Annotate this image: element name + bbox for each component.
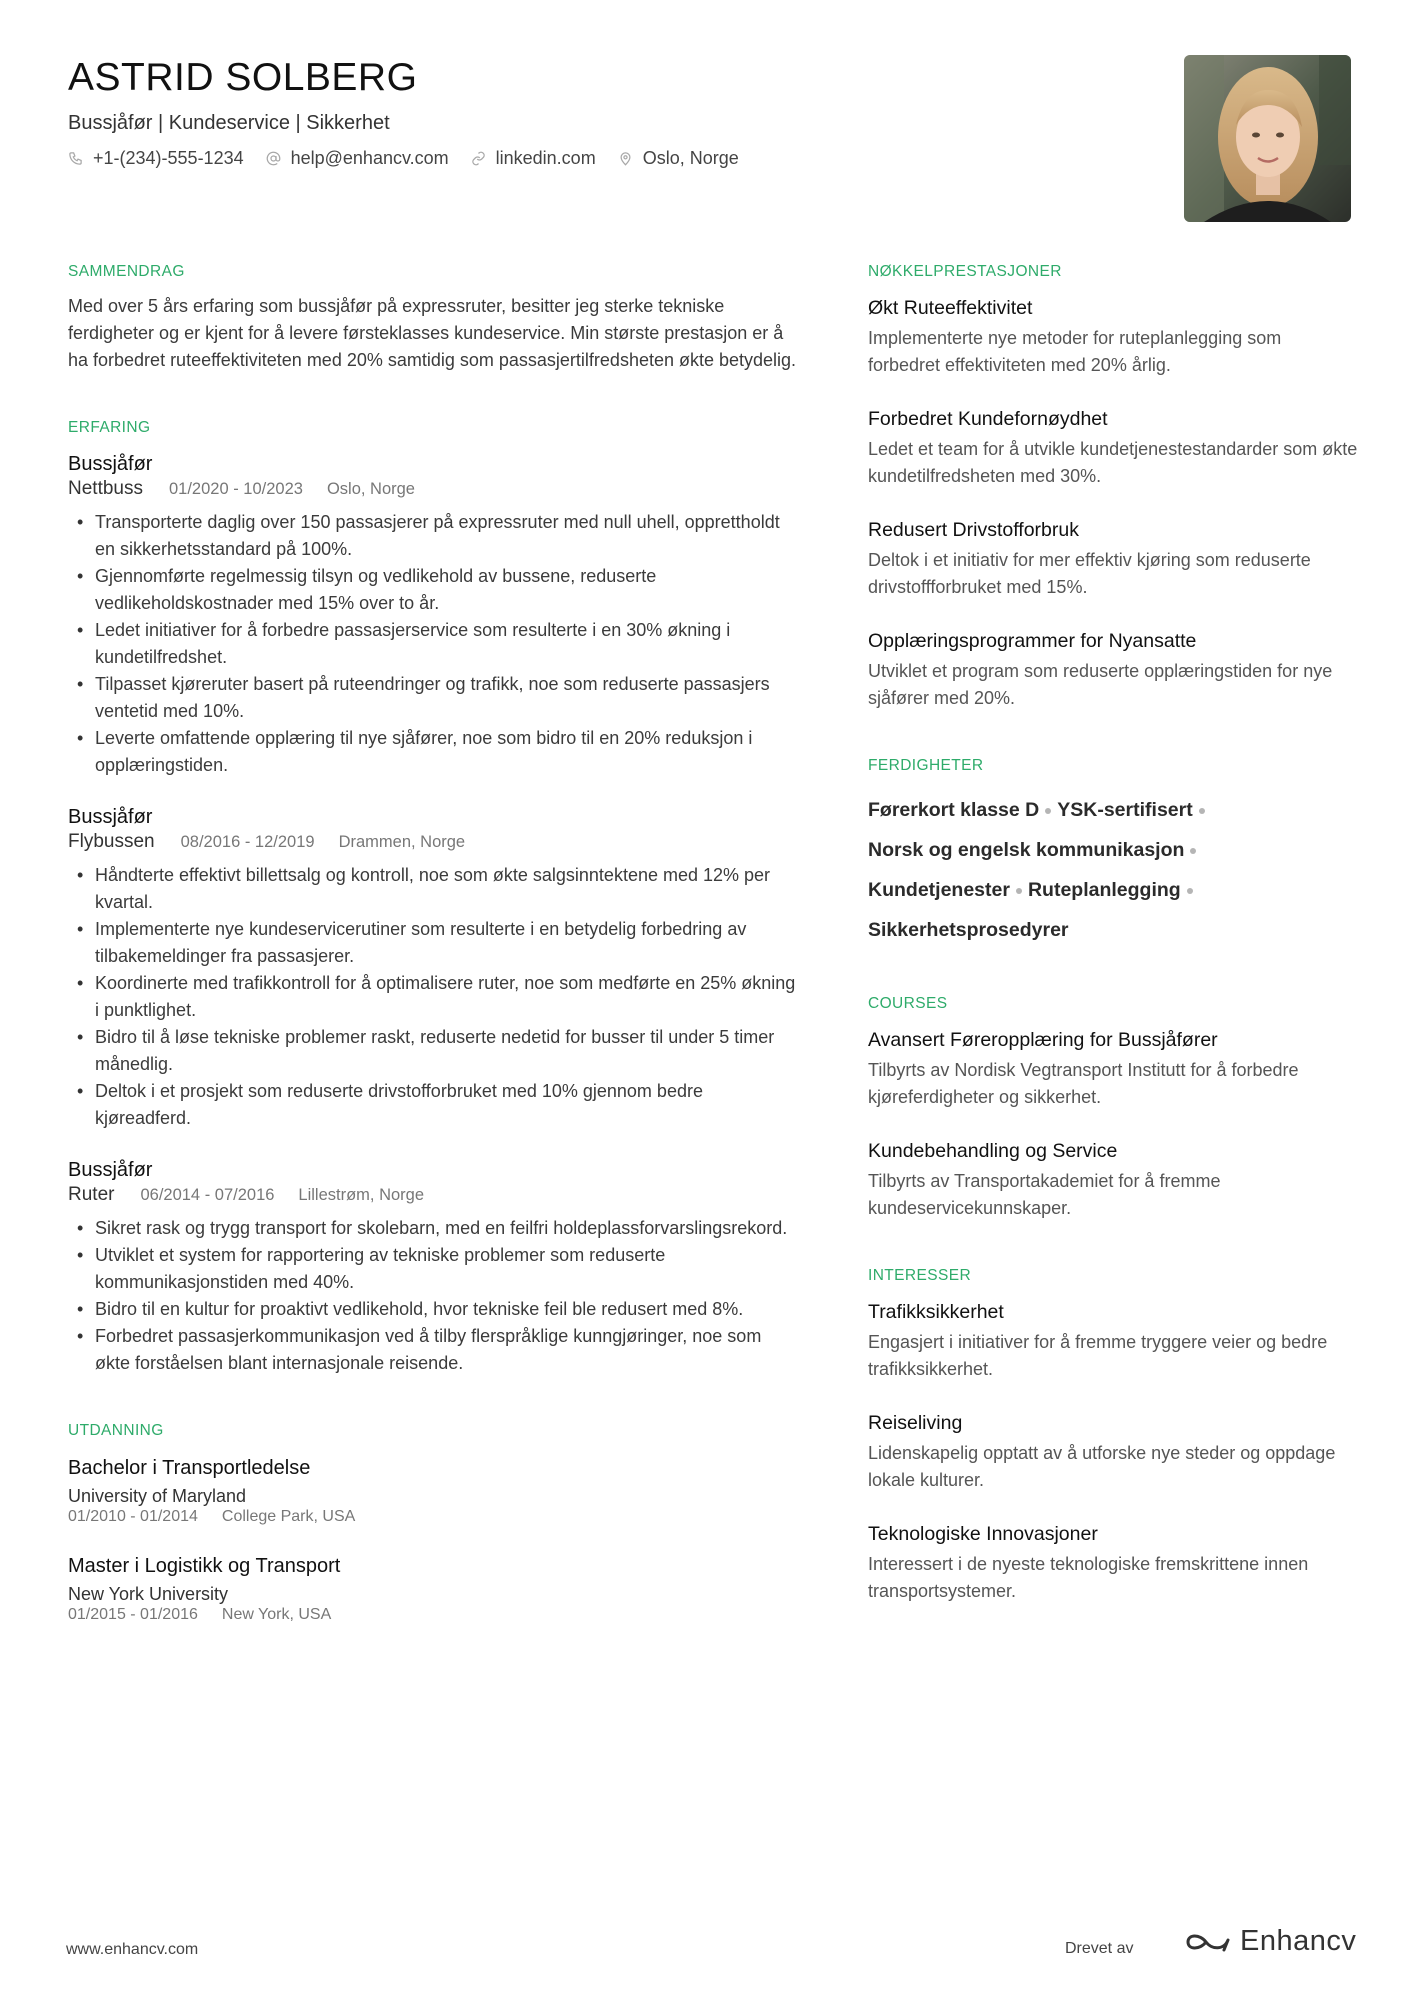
job-bullet: • Implementerte nye kundeservicerutiner som resulterte i en betydelig forbedring av tilbakemeldinger fra passasjerer.: [68, 916, 798, 970]
job-dates: 01/2020 - 10/2023: [168, 480, 303, 498]
job-bullet: • Håndterte effektivt billettsalg og kontroll, noe som økte salgsinntektene med 12% per kvartal.: [68, 862, 798, 916]
contact-location: [618, 146, 739, 170]
experience-section: [68, 418, 798, 1377]
education-degree: Bachelor i Transportledelse: [68, 1457, 311, 1479]
separator-dot: [1045, 808, 1051, 814]
education-school: New York University: [68, 1584, 229, 1604]
contact-linkedin[interactable]: [471, 146, 596, 170]
achievement-title: Forbedret Kundefornøydhet: [868, 408, 1108, 430]
job-location: Oslo, Norge: [326, 480, 415, 498]
section-title-skills: FERDIGHETER: [868, 757, 984, 774]
job-bullet: • Bidro til en kultur for proaktivt vedlikehold, hvor tekniske feil ble redusert med 8%.: [68, 1296, 798, 1323]
interest-title: Trafikksikkerhet: [868, 1301, 1004, 1323]
job-title: Bussjåfør: [68, 1159, 153, 1181]
contact-phone[interactable]: [68, 146, 244, 170]
section-title-interests: INTERESSER: [868, 1267, 972, 1284]
education-entry: [68, 1553, 798, 1625]
course-title: Kundebehandling og Service: [868, 1140, 1118, 1162]
section-title-experience: ERFARING: [68, 419, 151, 436]
skills-section: [868, 756, 1358, 950]
candidate-name: ASTRID SOLBERG: [68, 56, 418, 99]
job-bullets: [68, 509, 798, 779]
interest-desc: Interessert i de nyeste teknologiske fremskrittene innen transportsystemer.: [868, 1554, 1309, 1601]
job-meta: [68, 1183, 798, 1207]
job-bullet: • Koordinerte med trafikkontroll for å optimalisere ruter, noe som medførte en 25% økning i punktlighet.: [68, 970, 798, 1024]
job-bullet: • Tilpasset kjøreruter basert på ruteendringer og trafikk, noe som reduserte passasjers ventetid med 10%.: [68, 671, 798, 725]
skill-tag: Ruteplanlegging: [1027, 879, 1181, 901]
courses-section: [868, 994, 1358, 1222]
summary-section: [68, 262, 798, 374]
interest-item: [868, 1411, 1358, 1494]
skill-tag: Norsk og engelsk kommunikasjon: [868, 839, 1185, 861]
job-dates: 06/2014 - 07/2016: [140, 1186, 275, 1204]
at-icon: [266, 151, 281, 166]
job-dates: 08/2016 - 12/2019: [180, 833, 315, 851]
achievements-section: [868, 262, 1358, 712]
course-title: Avansert Føreropplæring for Bussjåfører: [868, 1029, 1218, 1051]
course-desc: Tilbyrts av Nordisk Vegtransport Institutt for å forbedre kjøreferdigheter og sikkerhet.: [868, 1060, 1299, 1107]
job-bullet: • Ledet initiativer for å forbedre passasjerservice som resulterte i en 30% økning i kundetilfredshet.: [68, 617, 798, 671]
achievement-title: Økt Ruteeffektivitet: [868, 297, 1033, 319]
job-bullet: • Gjennomførte regelmessig tilsyn og vedlikehold av bussene, reduserte vedlikeholdskostnader med 15% over to år.: [68, 563, 798, 617]
job-company: Ruter: [68, 1184, 115, 1205]
achievement-item: [868, 518, 1358, 601]
skill-tag: Førerkort klasse D: [868, 799, 1040, 821]
skill-tag: Sikkerhetsprosedyrer: [868, 919, 1069, 941]
right-column: [868, 262, 1358, 1649]
interest-title: Reiseliving: [868, 1412, 963, 1434]
brand-name: Enhancv: [1240, 1925, 1357, 1957]
job-company: Nettbuss: [68, 478, 143, 499]
skill-row: [868, 830, 1358, 870]
interest-desc: Engasjert i initiativer for å fremme tryggere veier og bedre trafikksikkerhet.: [868, 1332, 1328, 1379]
job-bullet: • Bidro til å løse tekniske problemer raskt, reduserte nedetid for busser til under 5 timer månedlig.: [68, 1024, 798, 1078]
job-bullets: [68, 1215, 798, 1377]
education-dates: 01/2010 - 01/2014: [68, 1508, 198, 1525]
separator-dot: [1187, 888, 1193, 894]
achievement-desc: Ledet et team for å utvikle kundetjenestestandarder som økte kundetilfredsheten med 30%.: [868, 439, 1358, 486]
education-location: College Park, USA: [221, 1508, 356, 1525]
achievement-item: [868, 296, 1358, 379]
job-location: Drammen, Norge: [338, 833, 466, 851]
course-item: [868, 1028, 1358, 1111]
interests-section: [868, 1266, 1358, 1605]
summary-text: Med over 5 års erfaring som bussjåfør på expressruter, besitter jeg sterke tekniske ferdigheter og er kjent for å levere førsteklasses kundeservice. Min største prestasjon er å ha forbedret ruteeffektiviteten med 20% samtidig som passasjertilfredsheten økte betydelig.: [68, 296, 797, 370]
left-column: [68, 262, 798, 1669]
job-meta: [68, 477, 798, 501]
education-degree: Master i Logistikk og Transport: [68, 1555, 341, 1577]
achievement-title: Opplæringsprogrammer for Nyansatte: [868, 630, 1197, 652]
section-title-courses: COURSES: [868, 995, 948, 1012]
job-title: Bussjåfør: [68, 453, 153, 475]
achievement-item: [868, 629, 1358, 712]
enhancv-logo-icon: [1184, 1928, 1232, 1956]
contact-email-text: help@enhancv.com: [290, 148, 449, 168]
contact-phone-text: +1-(234)-555-1234: [93, 148, 244, 168]
contact-email[interactable]: [266, 146, 449, 170]
achievement-item: [868, 407, 1358, 490]
interest-item: [868, 1522, 1358, 1605]
link-icon: [471, 151, 486, 166]
job-company: Flybussen: [68, 831, 155, 852]
skill-row: [868, 870, 1358, 910]
job-bullets: [68, 862, 798, 1132]
achievement-desc: Utviklet et program som reduserte opplæringstiden for nye sjåfører med 20%.: [868, 661, 1333, 708]
skill-row: [868, 790, 1358, 830]
achievement-title: Redusert Drivstofforbruk: [868, 519, 1079, 541]
section-title-education: UTDANNING: [68, 1422, 164, 1439]
interest-desc: Lidenskapelig opptatt av å utforske nye steder og oppdage lokale kulturer.: [868, 1443, 1336, 1490]
job-meta: [68, 830, 798, 854]
job-bullet: • Sikret rask og trygg transport for skolebarn, med en feilfri holdeplassforvarslingsrekord.: [68, 1215, 798, 1242]
skill-row: [868, 910, 1358, 950]
job-title: Bussjåfør: [68, 806, 153, 828]
skill-tag: Kundetjenester: [868, 879, 1010, 901]
job-bullet: • Leverte omfattende opplæring til nye sjåfører, noe som bidro til en 20% reduksjon i opplæringstiden.: [68, 725, 798, 779]
education-dates: 01/2015 - 01/2016: [68, 1606, 198, 1623]
job-entry: [68, 1158, 798, 1377]
phone-icon: [68, 151, 83, 166]
job-location: Lillestrøm, Norge: [298, 1186, 425, 1204]
job-bullet: • Utviklet et system for rapportering av tekniske problemer som reduserte kommunikasjonstiden med 40%.: [68, 1242, 798, 1296]
education-location: New York, USA: [221, 1606, 332, 1623]
job-bullet: • Forbedret passasjerkommunikasjon ved å tilby flerspråklige kunngjøringer, noe som økte forståelsen blant internasjonale reisende.: [68, 1323, 798, 1377]
resume-header: [68, 54, 1128, 170]
candidate-headline: Bussjåfør | Kundeservice | Sikkerhet: [68, 112, 390, 134]
education-school: University of Maryland: [68, 1486, 247, 1506]
course-desc: Tilbyrts av Transportakademiet for å fremme kundeservicekunnskaper.: [868, 1171, 1221, 1218]
achievement-desc: Deltok i et initiativ for mer effektiv kjøring som reduserte drivstoffforbruket med 15%.: [868, 550, 1311, 597]
profile-photo: [1184, 55, 1351, 222]
section-title-achievements: NØKKELPRESTASJONER: [868, 263, 1062, 280]
skills-list: [868, 790, 1358, 950]
location-pin-icon: [618, 151, 633, 166]
interest-title: Teknologiske Innovasjoner: [868, 1523, 1098, 1545]
separator-dot: [1199, 808, 1205, 814]
job-bullet: • Transporterte daglig over 150 passasjerer på expressruter med null uhell, opprettholdt en sikkerhetsstandard på 100%.: [68, 509, 798, 563]
job-bullet: • Deltok i et prosjekt som reduserte drivstofforbruket med 10% gjennom bedre kjøreadferd.: [68, 1078, 798, 1132]
skill-tag: YSK-sertifisert: [1057, 799, 1193, 821]
education-entry: [68, 1455, 798, 1527]
job-entry: [68, 452, 798, 779]
contact-info: [68, 146, 1128, 170]
footer-url[interactable]: www.enhancv.com: [66, 1941, 199, 1958]
interest-item: [868, 1300, 1358, 1383]
achievement-desc: Implementerte nye metoder for ruteplanlegging som forbedret effektiviteten med 20% årlig.: [868, 328, 1282, 375]
education-meta: [68, 1605, 798, 1625]
job-entry: [68, 805, 798, 1132]
contact-location-text: Oslo, Norge: [642, 148, 739, 168]
course-item: [868, 1139, 1358, 1222]
education-meta: [68, 1507, 798, 1527]
enhancv-brand[interactable]: [1184, 1925, 1356, 1958]
section-title-summary: SAMMENDRAG: [68, 263, 185, 280]
separator-dot: [1190, 848, 1196, 854]
powered-by-label: Drevet av: [1065, 1940, 1134, 1957]
education-section: [68, 1421, 798, 1625]
separator-dot: [1016, 888, 1022, 894]
contact-linkedin-text: linkedin.com: [495, 148, 596, 168]
